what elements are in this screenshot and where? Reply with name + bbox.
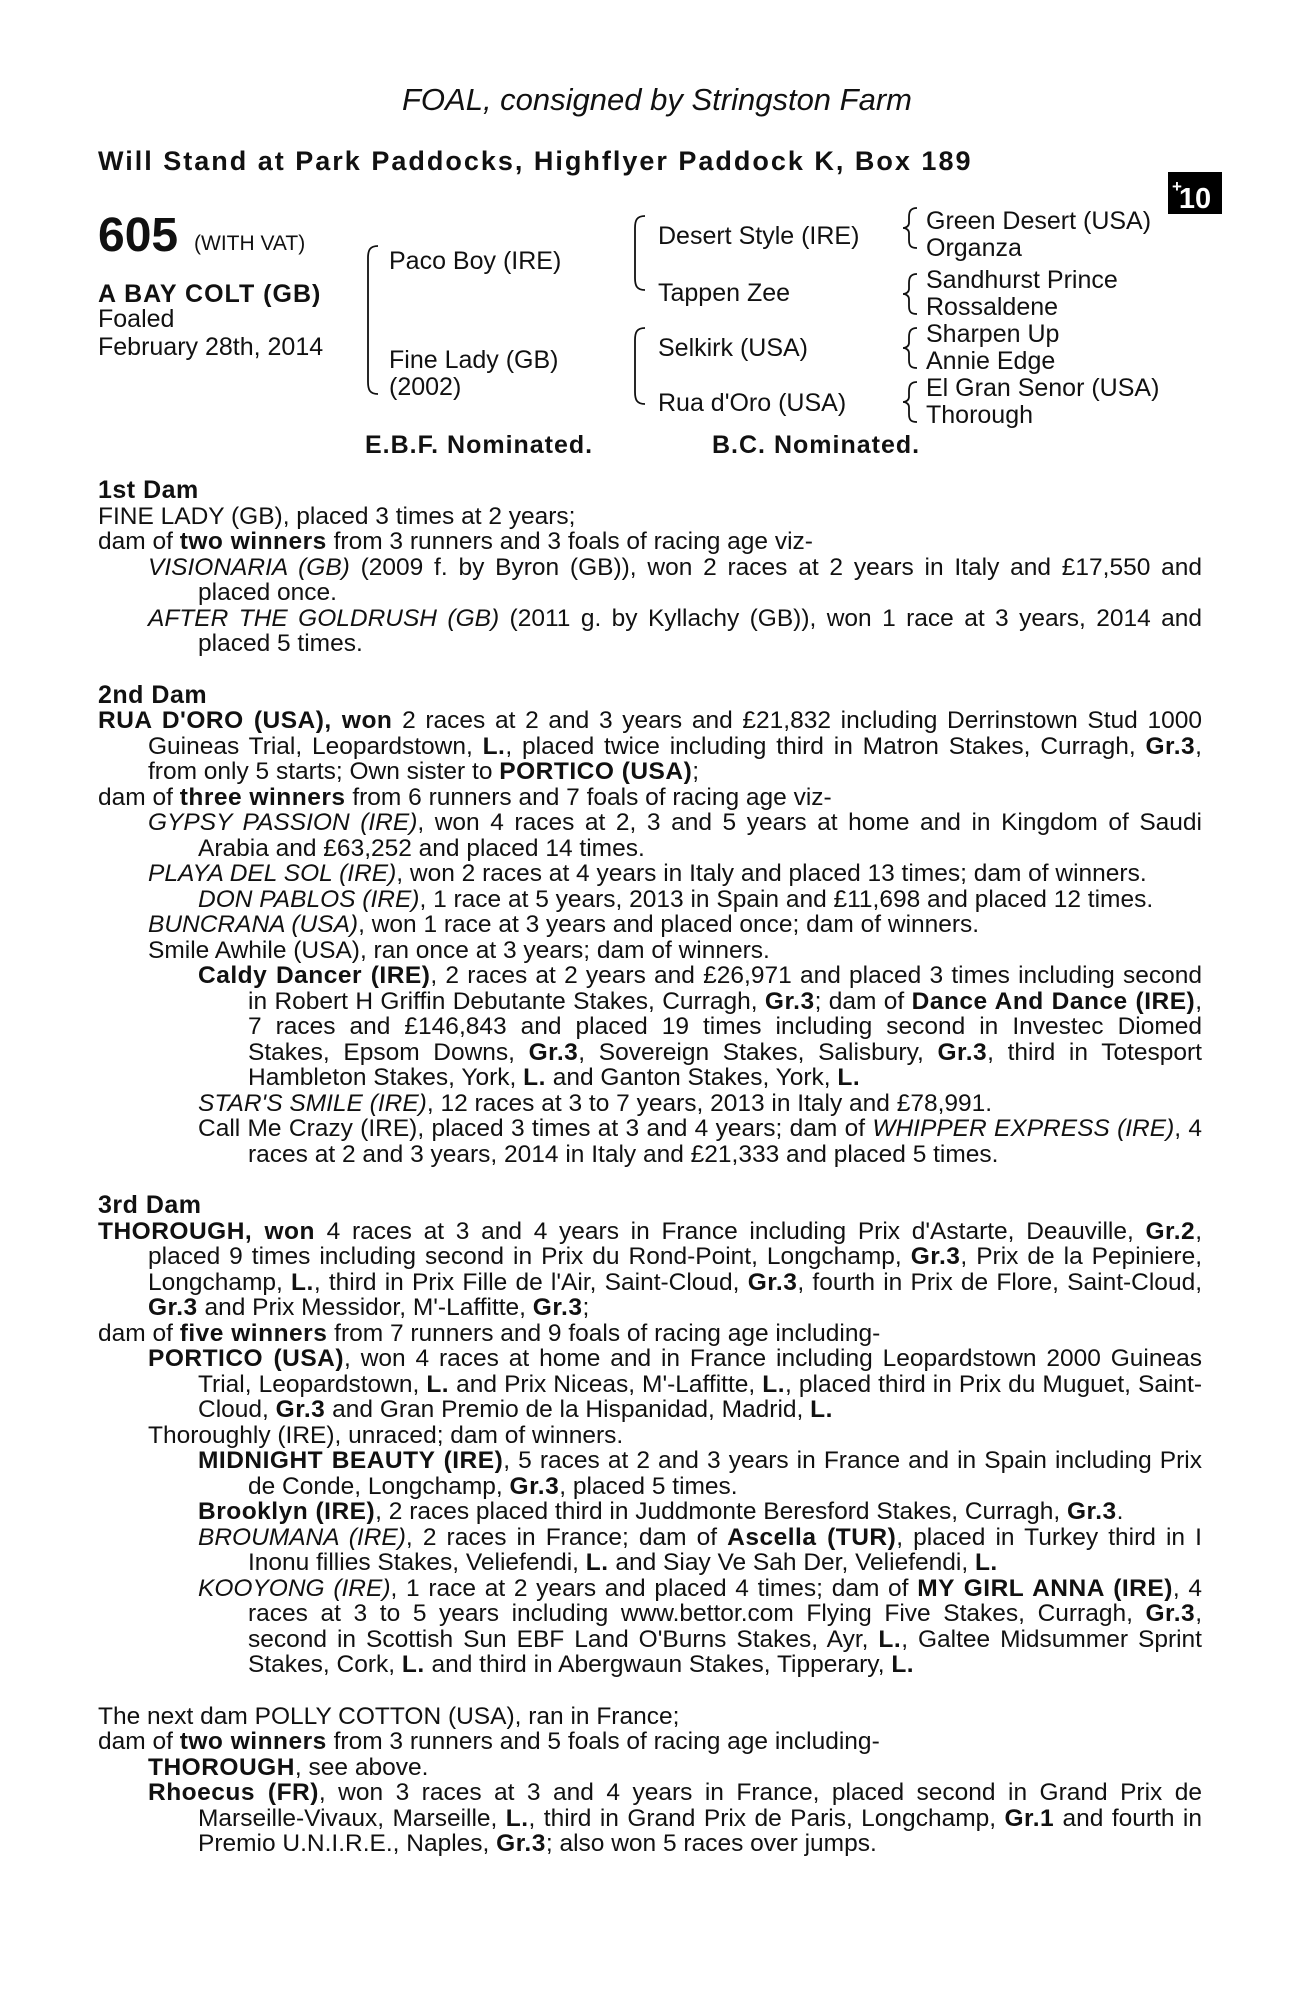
third-dam-heading: 3rd Dam: [98, 1191, 202, 1219]
pedigree-dam: Fine Lady (GB): [389, 346, 559, 374]
catalogue-body: [98, 478, 1202, 1857]
produce-visionaria: VISIONARIA (GB) (2009 f. by Byron (GB)), won 2 races at 2 years in Italy and £17,550 and placed once.: [148, 553, 1202, 606]
pedigree-sire: Paco Boy (IRE): [389, 247, 562, 275]
stand-location: Will Stand at Park Paddocks, Highflyer Paddock K, Box 189: [98, 146, 973, 176]
ebf-nominated: E.B.F. Nominated.: [365, 431, 594, 459]
produce-playa-del-sol: PLAYA DEL SOL (IRE), won 2 races at 4 years in Italy and placed 13 times; dam of winners.: [148, 860, 1147, 887]
produce-buncrana: BUNCRANA (USA), won 1 race at 3 years and placed once; dam of winners.: [148, 911, 980, 938]
produce-stars-smile: STAR'S SMILE (IRE), 12 races at 3 to 7 years, 2013 in Italy and £78,991.: [198, 1089, 993, 1117]
bracket-gen3-1: [903, 208, 917, 248]
produce-call-me-crazy: Call Me Crazy (IRE), placed 3 times at 3 and 4 years; dam of WHIPPER EXPRESS (IRE), 4 races at 2 and 3 years, 2014 in Italy and £21,333 and placed 5 times.: [198, 1115, 1202, 1168]
first-dam-produce-summary: dam of two winners from 3 runners and 3 foals of racing age viz-: [98, 528, 813, 555]
first-dam-heading: 1st Dam: [98, 476, 199, 504]
foaled-date: February 28th, 2014: [98, 333, 324, 361]
pedigree-g3-5: Sharpen Up: [926, 320, 1060, 348]
pedigree-g3-4: Rossaldene: [926, 293, 1059, 321]
second-dam-main: RUA D'ORO (USA), won 2 races at 2 and 3 years and £21,832 including Derrinstown Stud 1000 Guineas Trial, Leopardstown, L., placed twice including third in Matron Stakes, Curragh, Gr.3, from only 5 starts; Own sister to PORTICO (USA);: [98, 707, 1202, 785]
next-dam-line: The next dam POLLY COTTON (USA), ran in France;: [98, 1702, 680, 1730]
pedigree-dam-year: (2002): [389, 373, 462, 401]
page-title: FOAL, consigned by Stringston Farm: [401, 82, 912, 117]
bracket-gen1: [368, 246, 378, 394]
produce-midnight-beauty: MIDNIGHT BEAUTY (IRE), 5 races at 2 and 3 years in France and in Spain including Prix de Conde, Longchamp, Gr.3, placed 5 times.: [198, 1447, 1202, 1500]
pedigree-g3-8: Thorough: [926, 401, 1034, 429]
pedigree-g3-3: Sandhurst Prince: [926, 266, 1118, 294]
first-dam-line: FINE LADY (GB), placed 3 times at 2 years;: [98, 502, 576, 530]
produce-broumana: BROUMANA (IRE), 2 races in France; dam of Ascella (TUR), placed in Turkey third in I Inonu fillies Stakes, Veliefendi, L. and Siay Ve Sah Der, Veliefendi, L.: [198, 1523, 1202, 1576]
pedigree-dam-sire: Selkirk (USA): [658, 334, 809, 362]
bracket-gen3-3: [903, 328, 917, 368]
third-dam-produce-summary: dam of five winners from 7 runners and 9 foals of racing age including-: [98, 1319, 881, 1347]
pedigree-dam-dam: Rua d'Oro (USA): [658, 389, 847, 417]
badge-number: 10: [1178, 183, 1212, 215]
bracket-gen2-dam: [635, 328, 645, 404]
lot-number: 605: [98, 209, 179, 262]
badge-plus: +: [1172, 177, 1182, 196]
pedigree-g3-2: Organza: [926, 234, 1022, 262]
pedigree-sire-sire: Desert Style (IRE): [658, 222, 860, 250]
pedigree-sire-dam: Tappen Zee: [658, 279, 791, 307]
bracket-gen2-sire: [635, 216, 645, 290]
next-dam-produce-summary: dam of two winners from 3 runners and 5 foals of racing age including-: [98, 1728, 880, 1755]
bc-nominated: B.C. Nominated.: [712, 431, 921, 459]
foaled-label: Foaled: [98, 305, 175, 333]
produce-portico: PORTICO (USA), won 4 races at home and in France including Leopardstown 2000 Guineas Trial, Leopardstown, L. and Prix Niceas, M'-Laffitte, L., placed third in Prix du Muguet, Saint-Cloud, Gr.3 and Gran Premio de la Hispanidad, Madrid, L.: [148, 1345, 1203, 1423]
vat-label: (WITH VAT): [194, 232, 306, 255]
produce-thorough: THOROUGH, see above.: [148, 1753, 429, 1781]
third-dam-main: THOROUGH, won 4 races at 3 and 4 years in France including Prix d'Astarte, Deauville, Gr.2, placed 9 times including second in Prix du Rond-Point, Longchamp, Gr.3, Prix de la Pepiniere, Longchamp, L., third in Prix Fille de l'Air, Saint-Cloud, Gr.3, fourth in Prix de Flore, Saint-Cloud, Gr.3 and Prix Messidor, M'-Laffitte, Gr.3;: [98, 1217, 1203, 1321]
produce-thoroughly: Thoroughly (IRE), unraced; dam of winners.: [148, 1421, 624, 1449]
produce-don-pablos: DON PABLOS (IRE), 1 race at 5 years, 2013 in Spain and £11,698 and placed 12 times.: [198, 885, 1154, 913]
produce-caldy-dancer: Caldy Dancer (IRE), 2 races at 2 years and £26,971 and placed 3 times including second in Robert H Griffin Debutante Stakes, Curragh, Gr.3; dam of Dance And Dance (IRE), 7 races and £146,843 and placed 19 times including second in Investec Diomed Stakes, Epsom Downs, Gr.3, Sovereign Stakes, Salisbury, Gr.3, third in Totesport Hambleton Stakes, York, L. and Ganton Stakes, York, L.: [198, 962, 1203, 1091]
produce-brooklyn: Brooklyn (IRE), 2 races placed third in Juddmonte Beresford Stakes, Curragh, Gr.3.: [198, 1498, 1124, 1525]
produce-rhoecus: Rhoecus (FR), won 3 races at 3 and 4 years in France, placed second in Grand Prix de Marseille-Vivaux, Marseille, L., third in Grand Prix de Paris, Longchamp, Gr.1 and fourth in Premio U.N.I.R.E., Naples, Gr.3; also won 5 races over jumps.: [148, 1779, 1202, 1857]
pedigree-g3-1: Green Desert (USA): [926, 207, 1152, 235]
produce-smile-awhile: Smile Awhile (USA), ran once at 3 years; dam of winners.: [148, 936, 770, 964]
lot-description: A BAY COLT (GB): [98, 280, 322, 308]
produce-kooyong: KOOYONG (IRE), 1 race at 2 years and placed 4 times; dam of MY GIRL ANNA (IRE), 4 races at 3 to 5 years including www.bettor.com Flying Five Stakes, Curragh, Gr.3, second in Scottish Sun EBF Land O'Burns Stakes, Ayr, L., Galtee Midsummer Sprint Stakes, Cork, L. and third in Abergwaun Stakes, Tipperary, L.: [198, 1574, 1203, 1678]
bracket-gen3-2: [903, 274, 917, 314]
pedigree-g3-6: Annie Edge: [926, 347, 1056, 375]
second-dam-heading: 2nd Dam: [98, 680, 208, 709]
bracket-gen3-4: [903, 382, 917, 422]
second-dam-produce-summary: dam of three winners from 6 runners and 7 foals of racing age viz-: [98, 783, 832, 811]
pedigree-g3-7: El Gran Senor (USA): [926, 374, 1160, 402]
produce-after-the-goldrush: AFTER THE GOLDRUSH (GB) (2011 g. by Kyllachy (GB)), won 1 race at 3 years, 2014 and placed 5 times.: [148, 604, 1203, 657]
produce-gypsy-passion: GYPSY PASSION (IRE), won 4 races at 2, 3 and 5 years at home and in Kingdom of Saudi Arabia and £63,252 and placed 14 times.: [148, 809, 1203, 862]
